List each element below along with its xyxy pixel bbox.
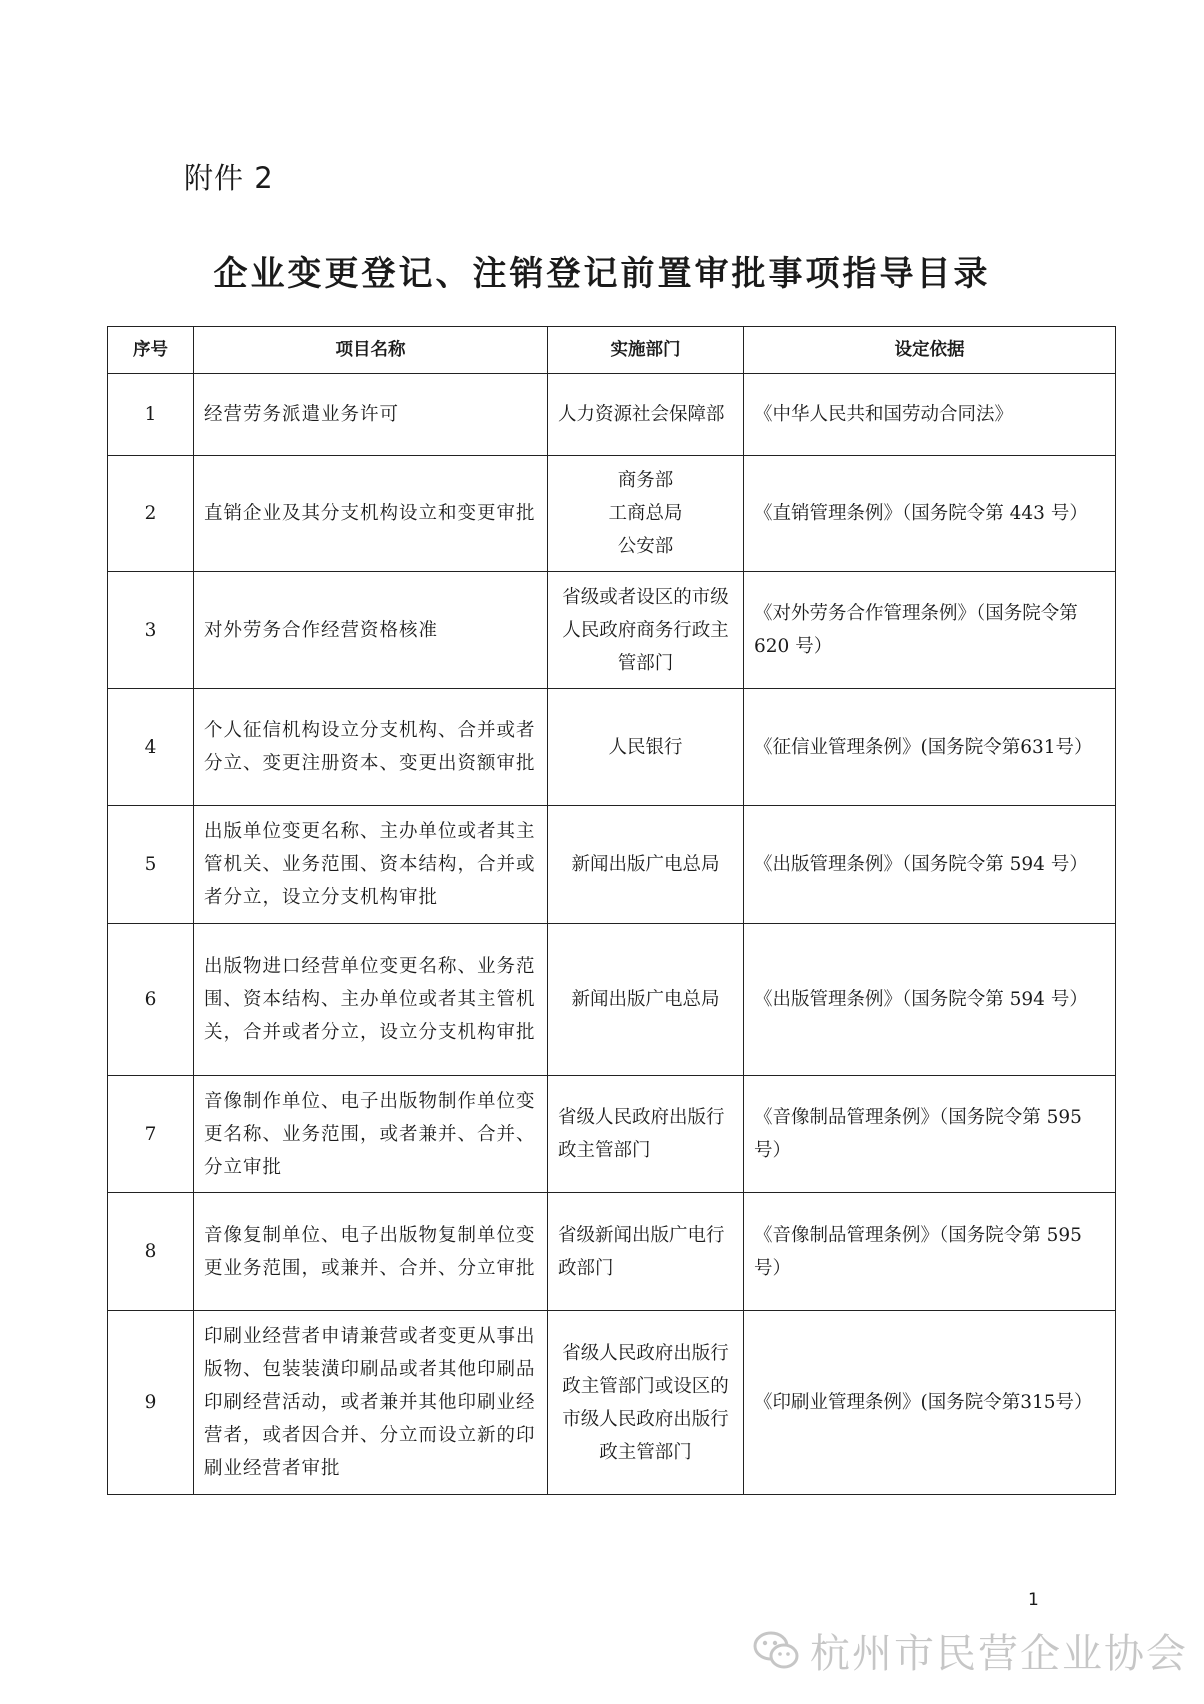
item-name: 出版单位变更名称、主办单位或者其主管机关、业务范围、资本结构，合并或者分立，设立分支机构审批 xyxy=(194,806,548,924)
legal-basis: 《印刷业管理条例》(国务院令第315号） xyxy=(744,1311,1116,1495)
row-no: 3 xyxy=(108,572,194,689)
table-row xyxy=(108,806,1116,924)
department: 人民银行 xyxy=(548,689,744,806)
table-row xyxy=(108,1193,1116,1311)
legal-basis: 《音像制品管理条例》（国务院令第 595 号） xyxy=(744,1076,1116,1193)
table-header-row xyxy=(108,327,1116,374)
watermark-text: 杭州市民营企业协会 xyxy=(810,1631,1188,1677)
row-no: 2 xyxy=(108,456,194,572)
watermark xyxy=(752,1622,1188,1679)
row-no: 6 xyxy=(108,924,194,1076)
table-row xyxy=(108,689,1116,806)
header-legal-basis: 设定依据 xyxy=(744,327,1116,374)
department-line: 公安部 xyxy=(617,536,674,557)
department: 省级新闻出版广电行政部门 xyxy=(548,1193,744,1311)
item-name: 音像复制单位、电子出版物复制单位变更业务范围，或兼并、合并、分立审批 xyxy=(194,1193,548,1311)
department-line: 工商总局 xyxy=(608,503,683,524)
department: 新闻出版广电总局 xyxy=(548,924,744,1076)
item-name: 对外劳务合作经营资格核准 xyxy=(194,572,548,689)
row-no: 4 xyxy=(108,689,194,806)
table-row xyxy=(108,374,1116,456)
legal-basis: 《直销管理条例》（国务院令第 443 号） xyxy=(744,456,1116,572)
department: 省级人民政府出版行政主管部门或设区的市级人民政府出版行政主管部门 xyxy=(548,1311,744,1495)
row-no: 9 xyxy=(108,1311,194,1495)
header-department: 实施部门 xyxy=(548,327,744,374)
legal-basis: 《音像制品管理条例》（国务院令第 595 号） xyxy=(744,1193,1116,1311)
department xyxy=(548,456,744,572)
row-no: 5 xyxy=(108,806,194,924)
legal-basis: 《出版管理条例》（国务院令第 594 号） xyxy=(744,806,1116,924)
legal-basis: 《对外劳务合作管理条例》（国务院令第 620 号） xyxy=(744,572,1116,689)
header-item-name: 项目名称 xyxy=(194,327,548,374)
department: 省级或者设区的市级人民政府商务行政主管部门 xyxy=(548,572,744,689)
item-name: 印刷业经营者申请兼营或者变更从事出版物、包装装潢印刷品或者其他印刷品印刷经营活动，或者兼并其他印刷业经营者，或者因合并、分立而设立新的印刷业经营者审批 xyxy=(194,1311,548,1495)
document-title: 企业变更登记、注销登记前置审批事项指导目录 xyxy=(213,254,991,294)
department: 新闻出版广电总局 xyxy=(548,806,744,924)
row-no: 1 xyxy=(108,374,194,456)
row-no: 8 xyxy=(108,1193,194,1311)
department: 人力资源社会保障部 xyxy=(548,374,744,456)
approval-catalog-table xyxy=(107,326,1116,1495)
page-number: 1 xyxy=(1028,1590,1039,1610)
legal-basis: 《征信业管理条例》(国务院令第631号） xyxy=(744,689,1116,806)
attachment-label: 附件 2 xyxy=(184,161,274,195)
legal-basis: 《出版管理条例》（国务院令第 594 号） xyxy=(744,924,1116,1076)
header-no: 序号 xyxy=(108,327,194,374)
table-row xyxy=(108,1311,1116,1495)
department: 省级人民政府出版行政主管部门 xyxy=(548,1076,744,1193)
table-row xyxy=(108,456,1116,572)
row-no: 7 xyxy=(108,1076,194,1193)
item-name: 出版物进口经营单位变更名称、业务范围、资本结构、主办单位或者其主管机关，合并或者分立，设立分支机构审批 xyxy=(194,924,548,1076)
item-name: 个人征信机构设立分支机构、合并或者分立、变更注册资本、变更出资额审批 xyxy=(194,689,548,806)
table-row xyxy=(108,924,1116,1076)
table-row xyxy=(108,572,1116,689)
legal-basis: 《中华人民共和国劳动合同法》 xyxy=(744,374,1116,456)
table-row xyxy=(108,1076,1116,1193)
item-name: 直销企业及其分支机构设立和变更审批 xyxy=(194,456,548,572)
item-name: 经营劳务派遣业务许可 xyxy=(194,374,548,456)
wechat-icon xyxy=(752,1629,802,1673)
item-name: 音像制作单位、电子出版物制作单位变更名称、业务范围，或者兼并、合并、分立审批 xyxy=(194,1076,548,1193)
department-line: 商务部 xyxy=(617,470,674,491)
